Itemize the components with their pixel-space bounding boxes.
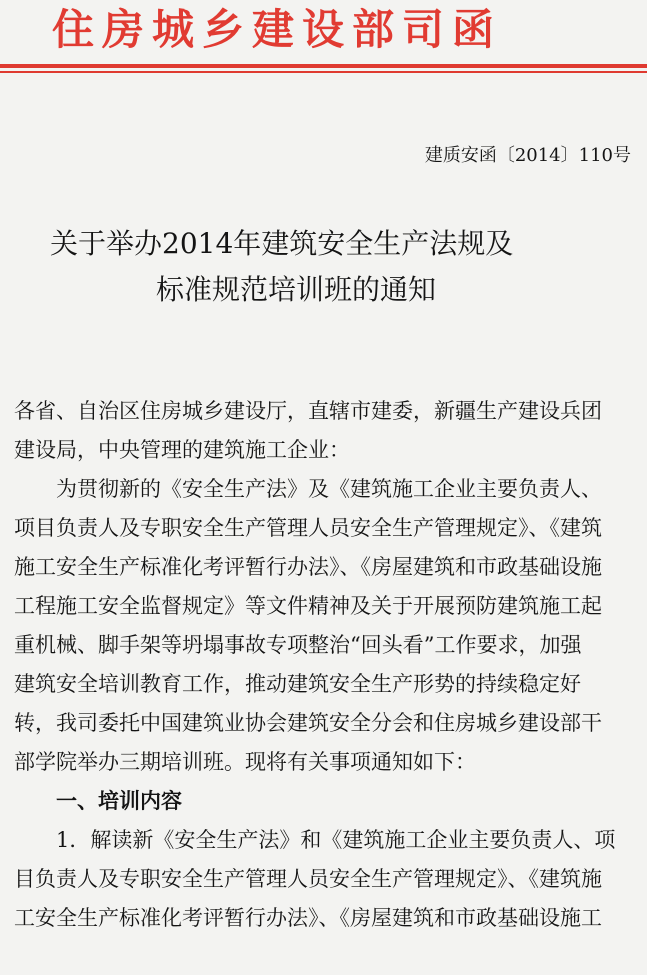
item-line: 工安全生产标准化考评暂行办法》、《房屋建筑和市政基础设施工 [14, 906, 602, 930]
document-title-line-1: 关于举办2014年建筑安全生产法规及 [50, 227, 514, 260]
document-title-line-2: 标准规范培训班的通知 [156, 273, 437, 306]
body-line: 建筑安全培训教育工作，推动建筑安全生产形势的持续稳定好 [14, 672, 581, 696]
letterhead-rule-thick [0, 64, 647, 68]
document-title [50, 221, 610, 313]
body-line: 各省、自治区住房城乡建设厅，直辖市建委，新疆生产建设兵团 [14, 399, 602, 423]
body-line: 转，我司委托中国建筑业协会建筑安全分会和住房城乡建设部干 [14, 711, 602, 735]
document-body [14, 392, 634, 938]
document-number: 建质安函〔2014〕110号 [424, 145, 631, 166]
body-line: 部学院举办三期培训班。现将有关事项通知如下： [14, 750, 476, 774]
body-line: 为贯彻新的《安全生产法》及《建筑施工企业主要负责人、 [56, 477, 602, 501]
body-line: 施工安全生产标准化考评暂行办法》、《房屋建筑和市政基础设施 [14, 555, 602, 579]
body-line: 工程施工安全监督规定》等文件精神及关于开展预防建筑施工起 [14, 594, 602, 618]
letterhead [0, 0, 647, 70]
body-line: 建设局，中央管理的建筑施工企业： [14, 438, 350, 462]
item-line: 1．解读新《安全生产法》和《建筑施工企业主要负责人、项 [56, 828, 616, 852]
section-heading: 一、培训内容 [56, 789, 182, 813]
letterhead-title: 住房城乡建设部司函 [52, 5, 503, 54]
body-line: 项目负责人及专职安全生产管理人员安全生产管理规定》、《建筑 [14, 516, 602, 540]
body-line: 重机械、脚手架等坍塌事故专项整治“回头看”工作要求，加强 [14, 633, 582, 657]
item-line: 目负责人及专职安全生产管理人员安全生产管理规定》、《建筑施 [14, 867, 602, 891]
letterhead-rule-thin [0, 71, 647, 73]
